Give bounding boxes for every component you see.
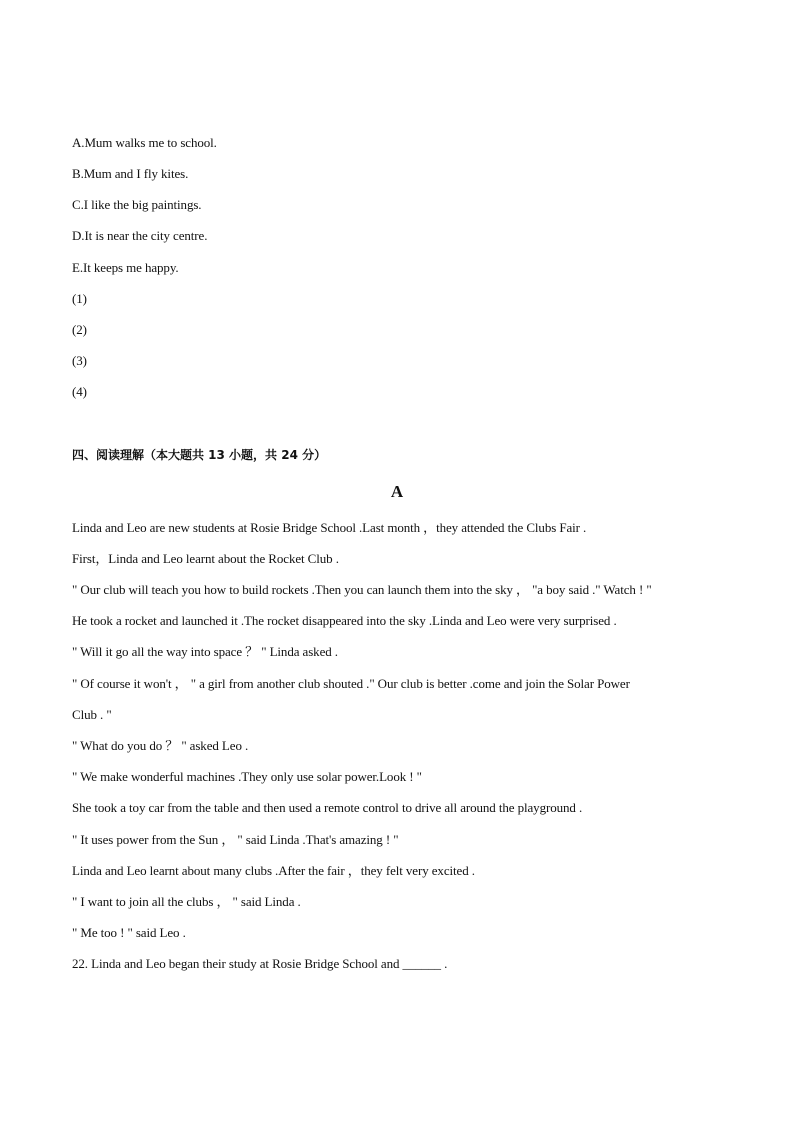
- passage-line: Linda and Leo learnt about many clubs .After the fair ，they felt very excited .: [72, 863, 475, 878]
- option-c: C.I like the big paintings.: [72, 197, 202, 212]
- answer-slot-1: (1): [72, 291, 87, 306]
- passage-line: Club . ": [72, 707, 112, 722]
- passage-line: He took a rocket and launched it .The rocket disappeared into the sky .Linda and Leo were very surprised .: [72, 613, 617, 628]
- passage-line: " I want to join all the clubs ， " said Linda .: [72, 894, 301, 909]
- passage-line: " Me too ! " said Leo .: [72, 925, 186, 940]
- option-b: B.Mum and I fly kites.: [72, 166, 189, 181]
- section-heading: 四、阅读理解（本大题共 13 小题，共 24 分）: [72, 448, 327, 462]
- question-22: 22. Linda and Leo began their study at Rosie Bridge School and ______ .: [72, 956, 448, 971]
- option-e: E.It keeps me happy.: [72, 260, 179, 275]
- passage-line: " We make wonderful machines .They only use solar power.Look ! ": [72, 769, 422, 784]
- answer-slot-2: (2): [72, 322, 87, 337]
- passage-line: She took a toy car from the table and then used a remote control to drive all around the playground .: [72, 800, 583, 815]
- answer-slot-3: (3): [72, 353, 87, 368]
- passage-line: Linda and Leo are new students at Rosie Bridge School .Last month ，they attended the Clubs Fair .: [72, 520, 587, 535]
- option-a: A.Mum walks me to school.: [72, 135, 217, 150]
- passage-line: " Our club will teach you how to build rockets .Then you can launch them into the sky ， "a boy said ." Watch ! ": [72, 582, 652, 597]
- passage-line: " What do you do ？ " asked Leo .: [72, 738, 249, 753]
- passage-line: First，Linda and Leo learnt about the Rocket Club .: [72, 551, 339, 566]
- passage-line: " Will it go all the way into space ？ " Linda asked .: [72, 644, 338, 659]
- passage-title: A: [390, 482, 404, 501]
- answer-slot-4: (4): [72, 384, 87, 399]
- option-d: D.It is near the city centre.: [72, 228, 208, 243]
- passage-line: " It uses power from the Sun ， " said Linda .That's amazing ! ": [72, 832, 399, 847]
- passage-line: " Of course it won't ， " a girl from another club shouted ." Our club is better .come and join the Solar Power: [72, 676, 630, 691]
